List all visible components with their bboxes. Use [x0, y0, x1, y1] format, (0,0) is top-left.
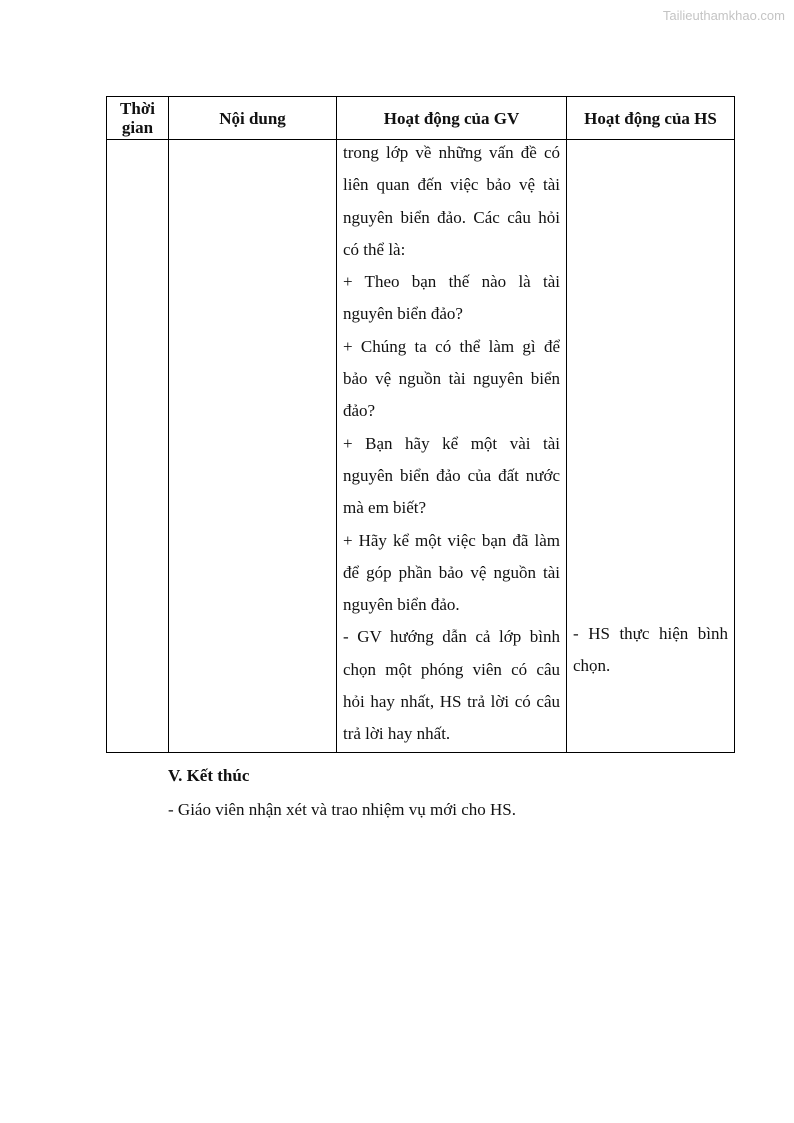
teacher-line: + Theo bạn thế nào là tài nguyên biển đảo?: [343, 272, 560, 324]
teacher-line: - GV hướng dẫn cả lớp bình chọn một phóng viên có câu hỏi hay nhất, HS trả lời có câu trả lời hay nhất.: [343, 627, 560, 744]
header-time: Thời gian: [107, 97, 169, 140]
table-row: [107, 140, 735, 753]
lesson-table: [106, 96, 735, 753]
header-student-activity: Hoạt động của HS: [567, 97, 735, 140]
watermark: Tailieuthamkhao.com: [662, 8, 785, 23]
teacher-line: + Hãy kể một việc bạn đã làm để góp phần bảo vệ nguồn tài nguyên biển đảo.: [343, 530, 560, 615]
teacher-line: trong lớp về những vấn đề có liên quan đến việc bảo vệ tài nguyên biển đảo. Các câu hỏi có thể là:: [343, 143, 560, 259]
table-header-row: [107, 97, 735, 140]
section-title: V. Kết thúc: [168, 766, 250, 785]
cell-student-activity: [567, 140, 735, 753]
cell-time: [107, 140, 169, 753]
header-teacher-activity: Hoạt động của GV: [337, 97, 567, 140]
closing-text: - Giáo viên nhận xét và trao nhiệm vụ mới cho HS.: [168, 800, 516, 819]
cell-teacher-activity: [337, 140, 567, 753]
teacher-line: + Bạn hãy kể một vài tài nguyên biển đảo của đất nước mà em biết?: [343, 433, 560, 518]
header-content: Nội dung: [169, 97, 337, 140]
student-line: - HS thực hiện bình chọn.: [573, 624, 728, 676]
cell-content: [169, 140, 337, 753]
teacher-line: + Chúng ta có thể làm gì để bảo vệ nguồn tài nguyên biển đảo?: [343, 336, 560, 421]
